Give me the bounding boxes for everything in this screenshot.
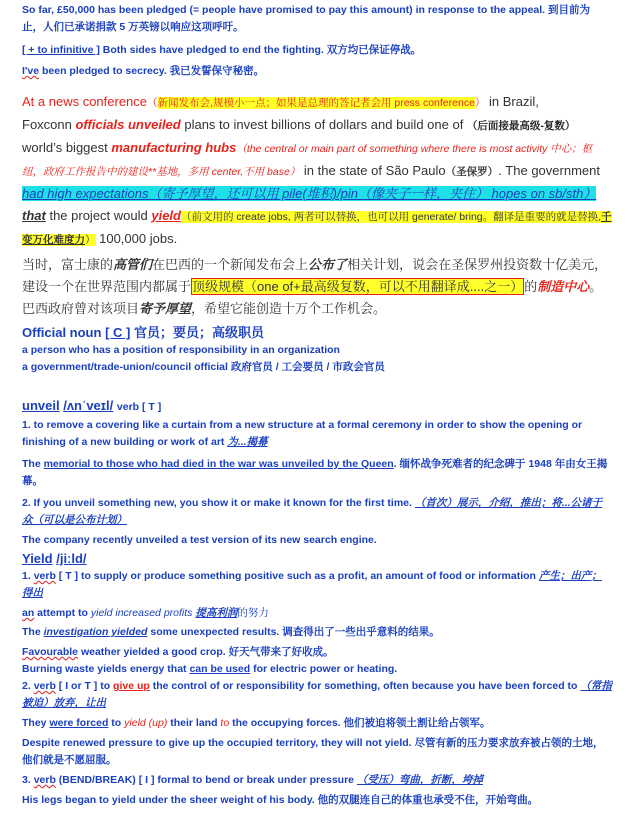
- text-foxconn: Foxconn: [22, 117, 76, 132]
- yield-d2-c: [ I or T ] to: [55, 680, 114, 692]
- official-zh: 官员；要员；高级职员: [130, 325, 264, 340]
- note-hub-definition: （the central or main part of something where there is most activity 中心；枢纽，政府工作报告中的建设**基地，多用 center,不用 base）: [22, 143, 593, 178]
- official-example: a government/trade-union/council official 政府官员 / 工会要员 / 市政会官员: [22, 361, 385, 373]
- yield-example-7: His legs began to yield under the sheer weight of his body. 他的双腿连自己的体重也承受不住，开始弯曲。: [22, 794, 539, 806]
- yield-d2-give-up: give up: [113, 680, 150, 692]
- zh-text-11: 巴西政府曾对该项目: [22, 301, 140, 316]
- yield-ex4-c: for electric power or heating.: [250, 663, 398, 675]
- word-yield: yield: [151, 208, 181, 223]
- yield-d1-produce: produce: [143, 570, 186, 582]
- entry-unveil: [22, 398, 612, 549]
- yield-ex1-zh: 提高利润: [195, 607, 238, 619]
- text-100000-jobs: 100,000 jobs.: [95, 231, 178, 246]
- zh-text-1: 当时，富士康的: [22, 257, 114, 272]
- yield-ex3-b: weather yielded a good crop. 好天气带来了好收成。: [78, 646, 334, 658]
- zh-announced: 公布了: [308, 257, 348, 272]
- official-word: Official noun: [22, 325, 102, 340]
- yield-def-1-zh: 产生；出产；得出: [22, 570, 602, 599]
- pledge-line-1b: 止，人们已承诺捐款 5 万英镑以响应这项呼吁。: [22, 21, 244, 33]
- official-definition: a person who has a position of responsibility in an organization: [22, 344, 340, 356]
- text-project-would: the project would: [45, 208, 152, 223]
- paren-open: （: [147, 97, 158, 109]
- official-countable: [ C ]: [105, 325, 131, 340]
- phrase-news-conference: At a news conference: [22, 94, 148, 109]
- unveil-ex1-a: The: [22, 458, 44, 470]
- official-headword: [22, 322, 612, 341]
- unveil-word: unveil: [22, 398, 60, 413]
- yield-ex4-b: can be used: [189, 663, 251, 675]
- zh-manufacturing-center: 制造中心: [537, 279, 590, 294]
- zh-text-8: 的: [524, 279, 538, 294]
- yield-ex5-c: to: [108, 717, 125, 729]
- yield-ex2-b: investigation yielded: [43, 626, 148, 638]
- yield-ex3-a: Favourable: [22, 646, 79, 658]
- yield-headword: [22, 551, 612, 566]
- pledge-line-1a: So far, £50,000 has been pledged (= people have promised to pay this amount) in response to the appeal. 到目前为: [22, 4, 591, 16]
- yield-ex5-a: They: [22, 717, 50, 729]
- zh-text-5: 相关计划，说会在圣保罗州投资数十亿美: [347, 257, 582, 272]
- text-sao-paulo: in the state of São Paulo: [300, 163, 446, 178]
- yield-ex5-b: were forced: [49, 717, 109, 729]
- yield-example-6: Despite renewed pressure to give up the occupied territory, they will not yield. 尽管有新的压力要求放弃被占领的土地，他们就是不愿屈服。: [22, 737, 604, 766]
- unveil-headword: [22, 398, 612, 416]
- phrase-manufacturing-hubs: manufacturing hubs: [111, 140, 237, 155]
- zh-period: 。: [589, 279, 603, 294]
- yield-ex1-f: 的努力: [237, 607, 269, 619]
- yield-d1-c: [ T ] to supply or: [55, 570, 144, 582]
- yield-ex1-b: attempt to: [34, 607, 91, 619]
- yield-d1-e: something positive such as a profit, an amount of food or information: [185, 570, 539, 582]
- text-in-brazil: in Brazil,: [485, 94, 539, 109]
- unveil-ex1-b: memorial to those who had died in the war was unveiled by the Queen: [43, 458, 394, 470]
- zh-text-6: 元，建设一个在世界范围内都属于: [22, 257, 608, 294]
- zh-text-13: ，希望它能创造十万个工作机会。: [191, 301, 387, 316]
- note-yield: （前文用的 create jobs, 两者可以替换，也可以用 generate/ bring。翻译是重要的就是替换,: [180, 211, 602, 223]
- yield-ex2-a: The: [22, 626, 44, 638]
- yield-def-2-zh: （常指被迫）放弃，让出: [22, 680, 612, 709]
- entry-yield: [22, 551, 612, 809]
- yield-d3-pos: verb: [33, 774, 56, 786]
- unveil-def-2-zh: （首次）展示，介绍，推出；将...公诸于众（可以是公布计划）: [22, 497, 603, 526]
- text-worlds-biggest: world’s biggest: [22, 140, 112, 155]
- yield-def-3-zh: （受压）弯曲，折断，垮掉: [356, 774, 483, 786]
- chinese-translation: [22, 254, 612, 320]
- phrase-high-expectations: had high expectations（寄予厚望，还可以用 pile(堆积)/pin（像夹子一样，夹住） hopes on sb/sth）: [22, 186, 597, 201]
- unveil-example-2: The company recently unveiled a test version of its new search engine.: [22, 534, 377, 546]
- yield-ex5-f: to: [220, 717, 230, 729]
- zh-text-3: 在巴西的一个新闻发布会上: [152, 257, 309, 272]
- note-sao-paulo-zh: （圣保罗）: [445, 166, 499, 178]
- yield-ex5-g: the occupying forces. 他们被迫将领土割让给占领军。: [229, 717, 491, 729]
- yield-d3-c: (BEND/BREAK) [ I ] formal to bend or break under pressure: [55, 774, 357, 786]
- unveil-def-1: 1. to remove a covering like a curtain from a new structure at a formal ceremony in order to show the opening or finishing of a new building or work of art: [22, 419, 583, 448]
- unveil-ipa: /ʌnˈveɪl/: [63, 398, 114, 413]
- yield-d1-num: 1.: [22, 570, 34, 582]
- yield-ex4-a: Burning waste yields energy that: [22, 663, 190, 675]
- pledge-example-3: [22, 63, 612, 80]
- unveil-ex1-c: . 缅怀战争死难者的纪念碑于 1948 年由女王揭幕。: [22, 458, 608, 487]
- yield-d2-e: the control of or responsibility for something, often because you have been forced to: [149, 680, 581, 692]
- pledge-example-1: [22, 2, 612, 36]
- note-news-conference: 新闻发布会,规模小一点；如果是总理的答记者会用 press conference: [157, 97, 475, 109]
- zh-high-hopes: 寄予厚望: [139, 301, 192, 316]
- unveil-def-2: 2. If you unveil something new, you show it or make it known for the first time.: [22, 497, 415, 509]
- pledge-word-ive: I've: [22, 65, 40, 77]
- yield-ex1-an: an: [22, 607, 35, 619]
- note-close: ）: [85, 234, 96, 246]
- word-that: that: [22, 208, 46, 223]
- zh-executives: 高管们: [113, 257, 153, 272]
- yield-d3-num: 3.: [22, 774, 34, 786]
- yield-ex2-c: some unexpected results. 调查得出了一些出乎意料的结果。: [147, 626, 440, 638]
- yield-word: Yield: [22, 551, 53, 566]
- pledge-example-2: [22, 42, 612, 59]
- entry-official: [22, 322, 612, 376]
- unveil-def-1-zh: 为...揭幕: [227, 436, 268, 448]
- yield-ex5-e: their land: [167, 717, 221, 729]
- grammar-label: [ + to infinitive ]: [22, 44, 100, 56]
- note-superlative: （后面接最高级-复数）: [466, 120, 576, 132]
- yield-ex5-d: yield (up): [124, 717, 168, 729]
- yield-d2-pos: verb: [33, 680, 56, 692]
- yield-ipa: /jiːld/: [56, 551, 87, 566]
- text-the-government: . The government: [498, 163, 600, 178]
- unveil-pos: verb [ T ]: [116, 401, 162, 413]
- phrase-officials-unveiled: officials unveiled: [75, 117, 181, 132]
- zh-top-scale: 顶级规模（one of+最高级复数，可以不用翻译成....之一）: [192, 279, 524, 294]
- yield-d2-num: 2.: [22, 680, 34, 692]
- text-plans: plans to invest billions of dollars and build one of: [180, 117, 467, 132]
- article-paragraph: [22, 91, 612, 251]
- pledge-line-2: Both sides have pledged to end the fighting. 双方均已保证停战。: [99, 44, 422, 56]
- yield-ex1-c: yield increased profits: [90, 607, 193, 619]
- pledge-line-3: been pledged to secrecy. 我已发誓保守秘密。: [39, 65, 265, 77]
- yield-d1-pos: verb: [33, 570, 56, 582]
- note-translation-key: 千变万化难度力: [22, 211, 612, 246]
- paren-close: ）: [474, 97, 486, 109]
